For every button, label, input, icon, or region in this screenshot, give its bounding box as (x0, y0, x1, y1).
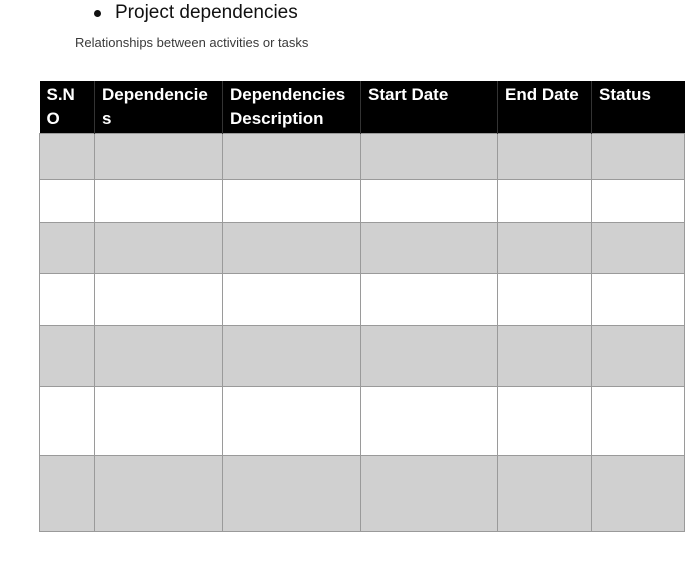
table-cell[interactable] (40, 134, 95, 180)
table-cell[interactable] (592, 456, 685, 532)
section-subtitle: Relationships between activities or tasks (75, 35, 309, 50)
table-cell[interactable] (498, 274, 592, 326)
table-cell[interactable] (95, 326, 223, 387)
table-cell[interactable] (498, 180, 592, 223)
table-cell[interactable] (498, 134, 592, 180)
table-cell[interactable] (40, 180, 95, 223)
table-cell[interactable] (95, 456, 223, 532)
table-cell[interactable] (223, 274, 361, 326)
table-cell[interactable] (592, 326, 685, 387)
table-cell[interactable] (361, 180, 498, 223)
table-cell[interactable] (223, 456, 361, 532)
table-cell[interactable] (40, 387, 95, 456)
table-row (40, 456, 685, 532)
table-cell[interactable] (40, 223, 95, 274)
header-start-date: Start Date (361, 81, 498, 134)
table-cell[interactable] (40, 326, 95, 387)
table-row (40, 134, 685, 180)
table-cell[interactable] (498, 326, 592, 387)
table-cell[interactable] (361, 223, 498, 274)
header-end-date: End Date (498, 81, 592, 134)
table-row (40, 274, 685, 326)
table-cell[interactable] (223, 223, 361, 274)
dependencies-table (39, 81, 685, 532)
bullet-item (94, 0, 298, 26)
table-row (40, 326, 685, 387)
table-cell[interactable] (361, 326, 498, 387)
section-title: Project dependencies (115, 2, 298, 23)
table-cell[interactable] (592, 134, 685, 180)
table-cell[interactable] (95, 223, 223, 274)
table-cell[interactable] (95, 387, 223, 456)
table-cell[interactable] (361, 456, 498, 532)
table-cell[interactable] (592, 180, 685, 223)
table-row (40, 387, 685, 456)
table-cell[interactable] (40, 274, 95, 326)
table-cell[interactable] (223, 326, 361, 387)
table-cell[interactable] (498, 387, 592, 456)
table-cell[interactable] (95, 180, 223, 223)
table-cell[interactable] (223, 180, 361, 223)
table-cell[interactable] (592, 387, 685, 456)
table-cell[interactable] (592, 223, 685, 274)
table-cell[interactable] (95, 274, 223, 326)
header-dependencies-description: Dependencies Description (223, 81, 361, 134)
table-cell[interactable] (592, 274, 685, 326)
table-cell[interactable] (95, 134, 223, 180)
table-row (40, 223, 685, 274)
bullet-icon (94, 10, 101, 17)
header-status: Status (592, 81, 685, 134)
table-cell[interactable] (361, 134, 498, 180)
table-cell[interactable] (361, 387, 498, 456)
table-cell[interactable] (40, 456, 95, 532)
table-cell[interactable] (361, 274, 498, 326)
header-sno: S.NO (40, 81, 95, 134)
table-cell[interactable] (498, 223, 592, 274)
table-cell[interactable] (223, 387, 361, 456)
header-dependencies: Dependencies (95, 81, 223, 134)
table-cell[interactable] (223, 134, 361, 180)
table-header-row (40, 81, 685, 134)
table-row (40, 180, 685, 223)
table-cell[interactable] (498, 456, 592, 532)
